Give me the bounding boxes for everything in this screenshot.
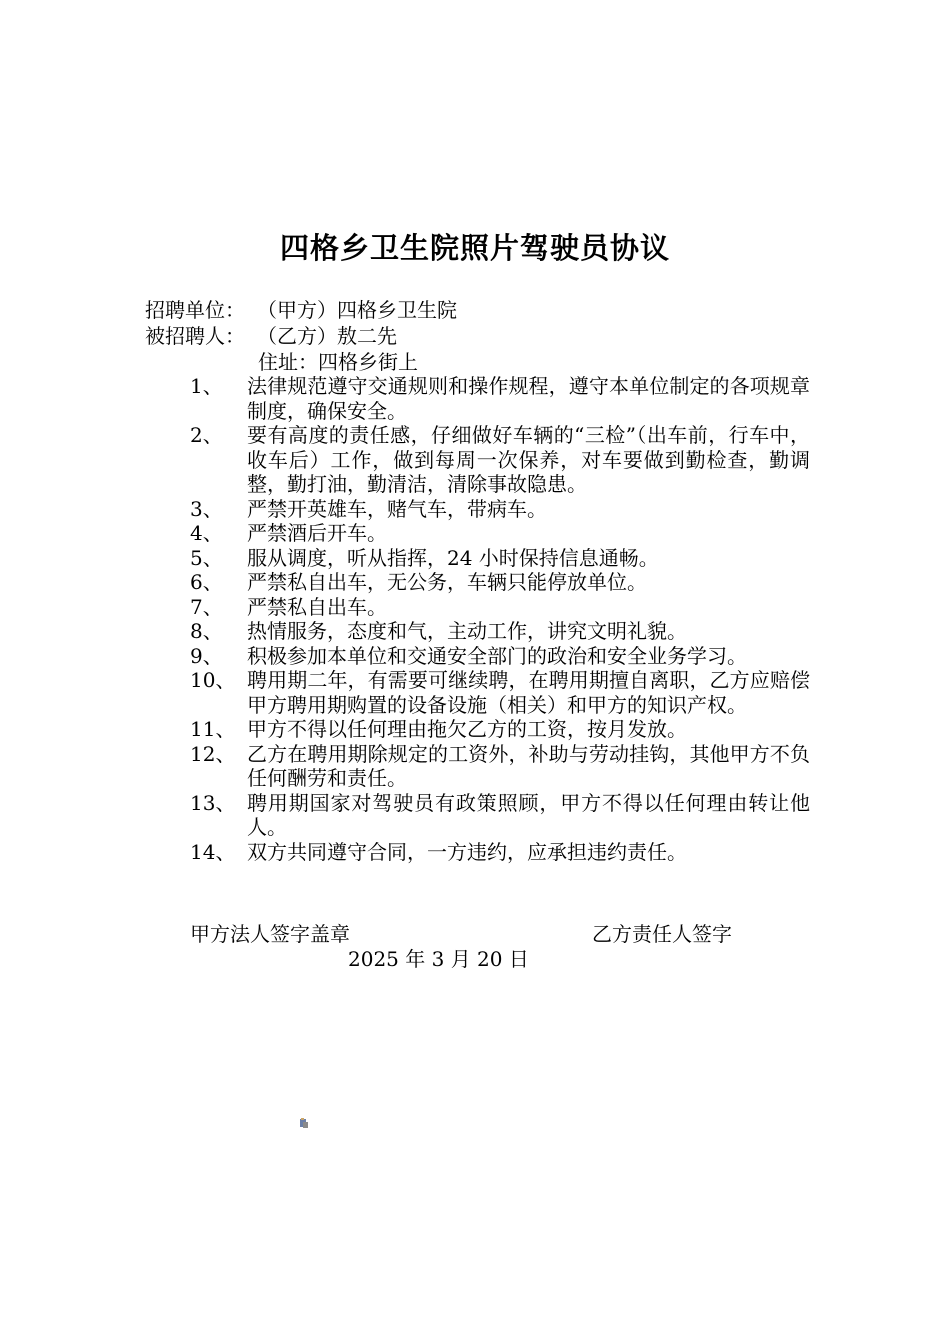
clause-number: 4、 [190, 521, 223, 545]
clause-item [190, 644, 810, 669]
clause-item [190, 619, 810, 644]
clause-number: 6、 [190, 570, 223, 594]
clause-number: 13、 [190, 790, 236, 815]
clause-text: 严禁私自出车。 [247, 594, 387, 619]
clause-item [190, 570, 810, 595]
clause-item [190, 423, 810, 497]
clause-number: 8、 [190, 619, 223, 643]
clause-item [190, 595, 810, 620]
party-a-line [145, 297, 457, 323]
document-title: 四格乡卫生院照片驾驶员协议 [279, 231, 670, 265]
clause-number: 10、 [190, 668, 236, 692]
clause-text: 积极参加本单位和交通安全部门的政治和安全业务学习。 [247, 643, 747, 668]
clause-item [190, 546, 810, 571]
clause-text: 甲方不得以任何理由拖欠乙方的工资，按月发放。 [247, 717, 687, 741]
clause-text: 要有高度的责任感，仔细做好车辆的“三检”（出车前，行车中，收车后）工作，做到每周一次保养，对车要做到勤检查，勤调整，勤打油，勤清洁，清除事故隐患。 [247, 423, 810, 496]
clause-number: 9、 [190, 643, 223, 668]
clause-text: 聘用期二年，有需要可继续聘，在聘用期擅自离职，乙方应赔偿甲方聘用期购置的设备设施（相关）和甲方的知识产权。 [247, 668, 810, 717]
party-b-label: 被招聘人： [145, 324, 245, 348]
clause-number: 11、 [190, 717, 236, 741]
signature-date: 2025 年 3 月 20 日 [348, 947, 529, 971]
clause-text: 严禁私自出车，无公务，车辆只能停放单位。 [247, 570, 647, 594]
clause-item [190, 521, 810, 546]
clause-text: 严禁开英雄车，赌气车，带病车。 [247, 496, 547, 521]
clause-number: 7、 [190, 594, 223, 619]
party-a-signature-label: 甲方法人签字盖章 [190, 922, 350, 946]
party-a-label: 招聘单位： [145, 298, 245, 322]
party-a-value: （甲方）四格乡卫生院 [257, 298, 457, 322]
clause-item [190, 742, 810, 791]
party-b-line [145, 323, 397, 349]
clause-item [190, 840, 810, 865]
address-line: 住址：四格乡街上 [258, 350, 418, 374]
clause-number: 12、 [190, 741, 236, 766]
clause-item [190, 668, 810, 717]
clause-number: 1、 [190, 374, 223, 398]
party-b-value: （乙方）敖二先 [257, 324, 397, 348]
clause-item [190, 717, 810, 742]
clause-item [190, 374, 810, 423]
small-mark-icon [299, 1117, 309, 1129]
clause-text: 服从调度，听从指挥，24 小时保持信息通畅。 [247, 545, 659, 570]
party-b-signature-label: 乙方责任人签字 [592, 922, 732, 946]
clause-number: 2、 [190, 423, 223, 447]
clause-number: 5、 [190, 545, 223, 570]
clause-text: 双方共同遵守合同，一方违约，应承担违约责任。 [247, 839, 687, 864]
clause-text: 热情服务，态度和气，主动工作，讲究文明礼貌。 [247, 619, 687, 643]
clause-text: 聘用期国家对驾驶员有政策照顾，甲方不得以任何理由转让他人。 [247, 790, 810, 839]
clause-number: 14、 [190, 839, 236, 864]
clause-item [190, 791, 810, 840]
clause-text: 乙方在聘用期除规定的工资外，补助与劳动挂钩，其他甲方不负任何酬劳和责任。 [247, 741, 810, 790]
clause-text: 严禁酒后开车。 [247, 521, 387, 545]
clause-text: 法律规范遵守交通规则和操作规程，遵守本单位制定的各项规章制度，确保安全。 [247, 374, 810, 423]
clause-number: 3、 [190, 496, 223, 521]
clause-list [190, 374, 810, 864]
clause-item [190, 497, 810, 522]
